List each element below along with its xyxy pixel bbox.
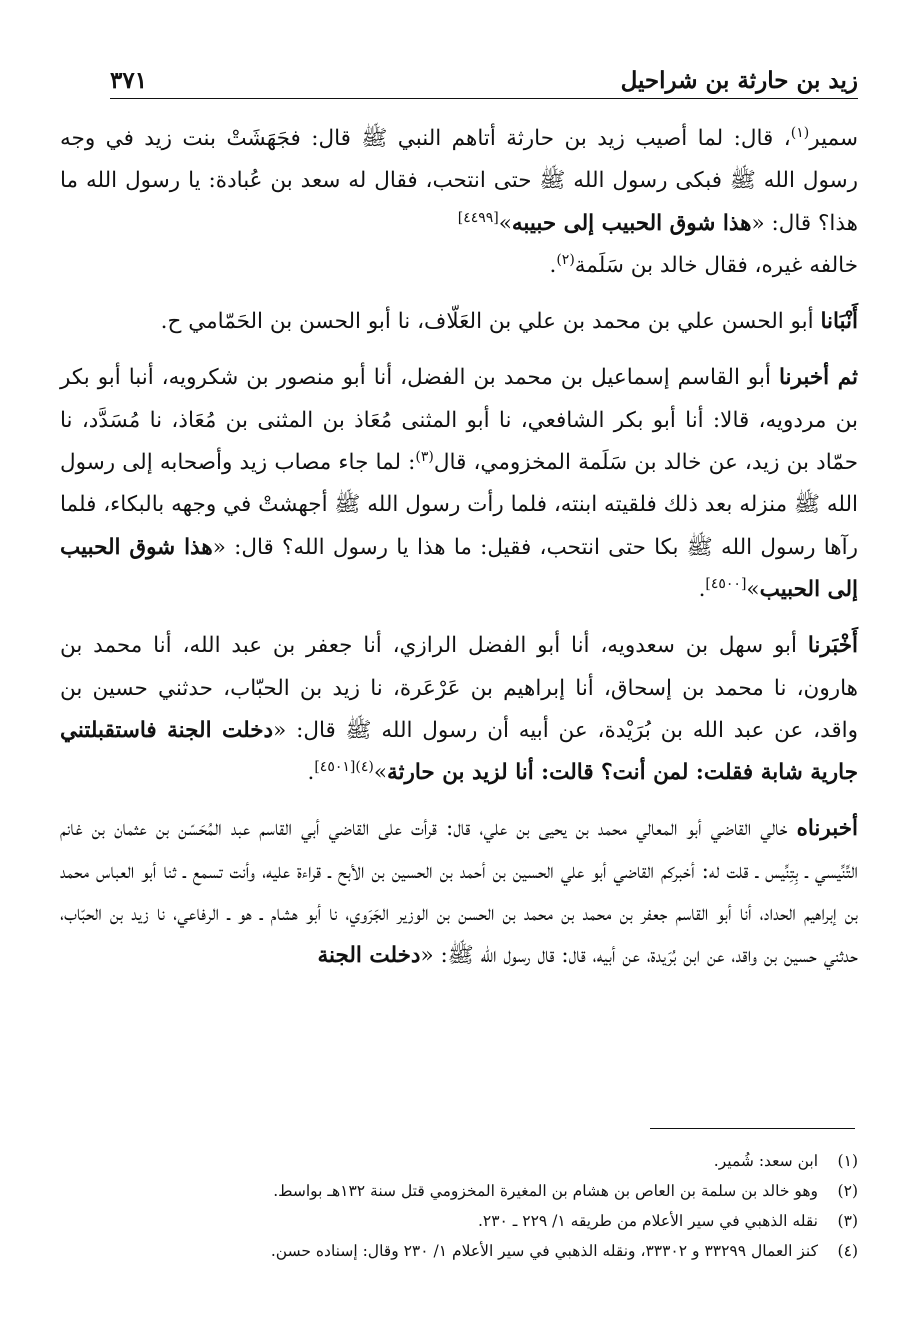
footnote-separator [650, 1128, 855, 1129]
text-span: سمير [809, 126, 858, 151]
footnote-item [60, 1176, 858, 1206]
text-span: . [698, 576, 706, 602]
footnote-item [60, 1236, 858, 1266]
footnotes [60, 1146, 858, 1266]
footnote-number: (٣) [837, 1212, 858, 1230]
page-header [110, 60, 858, 99]
footnote-text: نقله الذهبي في سير الأعلام من طريقه ١/ ٢٢٩ ـ ٢٣٠. [477, 1212, 818, 1230]
footnote-marker: (٣) [415, 448, 434, 465]
main-text [60, 118, 858, 978]
footnote-number: (١) [837, 1152, 858, 1170]
text-span: » [373, 760, 387, 786]
isnad-lead: أخبرناه [796, 816, 858, 842]
hadith-quote: دخلت الجنة [317, 943, 421, 969]
text-span: أبو القاسم إسماعيل بن محمد بن الفضل، أنا أبو منصور بن شكرويه، أنبا أبو بكر بن مردويه، قالا: أنا أبو بكر الشافعي، نا أبو المثنى مُعَاذ بن المثنى بن مُعَاذ، نا مُسَدَّد، نا حمّاد بن زيد، عن خالد بن سَلَمة المخزومي، قال [60, 365, 858, 476]
footnote-text: ابن سعد: شُمير. [713, 1152, 818, 1170]
paragraph-5 [60, 625, 858, 794]
text-span: خالفه غيره، فقال خالد بن سَلَمة [574, 252, 858, 278]
reference-number: [٤٤٩٩] [457, 209, 499, 226]
paragraph-4 [60, 357, 858, 611]
page-number: ٣٧١ [110, 67, 148, 94]
reference-number: [٤٥٠٠] [705, 575, 747, 592]
footnote-number: (٢) [837, 1182, 858, 1200]
text-span: أبو سهل بن سعدويه، أنا أبو الفضل الرازي، أنا جعفر بن عبد الله، أنا محمد بن هارون، نا محمد بن إسحاق، أنا إبراهيم بن عَرْعَرة، نا زيد بن الحبّاب، حدثني حسين بن واقد، عن عبد الله بن بُرَيْدة، عن أبيه أن رسول الله ﷺ قال: « [60, 633, 858, 743]
paragraph-6 [60, 808, 858, 977]
text-span: أبو الحسن علي بن محمد بن علي بن العَلّاف، نا أبو الحسن بن الحَمّامي ح. [160, 309, 821, 335]
isnad-lead: أَنْبَانا [820, 309, 858, 335]
text-span: : لما جاء مصاب زيد وأصحابه إلى رسول الله ﷺ منزله بعد ذلك فلقيته ابنته، فلما رأت رسول الله ﷺ أجهشتْ في وجهه بالبكاء، فلما رآها رسول الله ﷺ بكا حتى انتحب، فقيل: ما هذا يا رسول الله؟ قال: « [60, 450, 858, 560]
paragraph-1 [60, 118, 858, 245]
text-span: ، قال: لما أصيب زيد بن حارثة أتاهم النبي ﷺ قال: فجَهَشَتْ بنت زيد في وجه رسول الله ﷺ فبكى رسول الله ﷺ حتى انتحب، فقال له سعد بن عُبادة: يا رسول الله ما هذا؟ قال: « [60, 126, 858, 236]
footnote-marker: (١) [790, 124, 810, 141]
text-span: » [746, 576, 760, 602]
footnote-marker: (٢) [556, 251, 575, 268]
footnote-number: (٤) [837, 1242, 858, 1260]
paragraph-2 [60, 245, 858, 287]
footnote-text: كنز العمال ٣٣٢٩٩ و ٣٣٣٠٢، ونقله الذهبي في سير الأعلام ١/ ٢٣٠ وقال: إسناده حسن. [270, 1242, 818, 1260]
hadith-quote: هذا شوق الحبيب إلى حبيبه [511, 210, 752, 236]
isnad-lead: ثم أخبرنا [778, 365, 858, 391]
running-title: زيد بن حارثة بن شراحيل [620, 67, 858, 94]
hadith-quote: هذا شوق الحبيب إلى الحبيب [60, 534, 858, 602]
text-span: » [498, 210, 512, 236]
footnote-item [60, 1206, 858, 1236]
paragraph-3 [60, 301, 858, 343]
footnote-text: وهو خالد بن سلمة بن العاص بن هشام بن المغيرة المخزومي قتل سنة ١٣٢هـ بواسط. [273, 1182, 818, 1200]
reference-number: [٤٥٠١] [314, 759, 356, 775]
isnad-lead: أَخْبَرنا [807, 633, 858, 659]
footnote-marker: (٤) [355, 759, 374, 775]
hadith-quote: دخلت الجنة فاستقبلتني جارية شابة فقلت: لمن أنت؟ قالت: أنا لزيد بن حارثة [60, 717, 858, 786]
text-span: . [549, 252, 557, 278]
text-span: خالي القاضي أبو المعالي محمد بن يحيى بن علي، قال: قرأت على القاضي أبي القاسم عبد المُحَسّن بن عثمان بن غانم التِّنِّيسي ـ بِتِنِّيس ـ قلت له: أخبركم القاضي أبو علي الحسين بن أحمد بن الحسين بن الأبح ـ قراءة عليه، وأنت تسمع ـ ثنا أبو العباس محمد بن إبراهيم الحداد، أنا أبو القاسم جعفر بن محمد بن محمد بن الحسن بن الوزير الجَرَوي، نا أبو هشام ـ هو ـ الرفاعي، نا زيد بن الحبّاب، حدثني حسين بن واقد، عن ابن بُرَيدة، عن أبيه، قال: قال رسول الله ﷺ: « [60, 816, 858, 969]
footnote-item [60, 1146, 858, 1176]
text-span: . [307, 760, 315, 786]
